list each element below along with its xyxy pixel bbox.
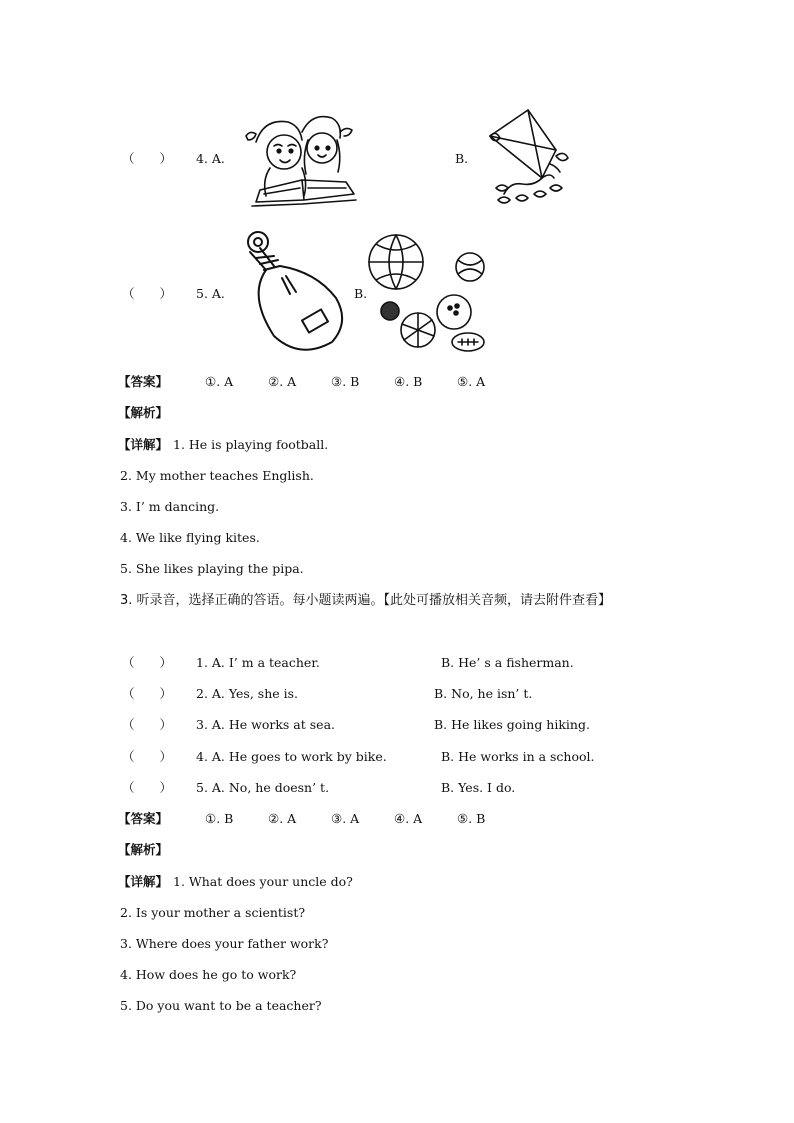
answer-paren-q4: （ ） — [122, 151, 173, 166]
option-b-label-q4: B. — [455, 151, 469, 166]
answer-paren: （ ） — [122, 686, 173, 701]
option-b: B. Yes. I do. — [441, 780, 516, 795]
transcript-line: 4. How does he go to work? — [120, 967, 297, 982]
answer-label: 【答案】 — [118, 811, 169, 826]
analysis-label: 【解析】 — [118, 405, 169, 420]
option-b-label-q5: B. — [354, 286, 368, 301]
option-a: 3. A. He works at sea. — [196, 717, 335, 732]
answer-item: ⑤. A — [457, 374, 486, 389]
transcript-line: 3. I’ m dancing. — [120, 499, 220, 514]
answer-item: ③. A — [331, 811, 360, 826]
answer-item: ③. B — [331, 374, 360, 389]
transcript-line: 2. Is your mother a scientist? — [120, 905, 306, 920]
answer-item: ④. A — [394, 811, 423, 826]
balls-image — [368, 234, 490, 356]
transcript-line: 1. He is playing football. — [173, 437, 329, 452]
option-a-label-q5: 5. A. — [196, 286, 225, 301]
answer-paren-q5: （ ） — [122, 286, 173, 301]
option-b: B. He likes going hiking. — [434, 717, 590, 732]
section-title: 3. 听录音，选择正确的答语。每小题读两遍。【此处可播放相关音频，请去附件查看】 — [120, 593, 612, 608]
transcript-line: 1. What does your uncle do? — [173, 874, 353, 889]
answer-item: ①. A — [205, 374, 234, 389]
option-a: 2. A. Yes, she is. — [196, 686, 299, 701]
detail-label: 【详解】 — [118, 874, 169, 889]
pipa-image — [240, 226, 346, 354]
answer-item: ⑤. B — [457, 811, 486, 826]
transcript-line: 3. Where does your father work? — [120, 936, 329, 951]
answer-label: 【答案】 — [118, 374, 169, 389]
transcript-line: 4. We like flying kites. — [120, 530, 260, 545]
transcript-line: 2. My mother teaches English. — [120, 468, 314, 483]
kite-image — [482, 106, 574, 214]
option-a-label-q4: 4. A. — [196, 151, 225, 166]
option-b: B. He works in a school. — [441, 749, 595, 764]
answer-item: ②. A — [268, 811, 297, 826]
option-b: B. He’ s a fisherman. — [441, 655, 574, 670]
answer-paren: （ ） — [122, 749, 173, 764]
answer-item: ①. B — [205, 811, 234, 826]
detail-label: 【详解】 — [118, 437, 169, 452]
answer-item: ②. A — [268, 374, 297, 389]
answer-paren: （ ） — [122, 655, 173, 670]
option-a: 1. A. I’ m a teacher. — [196, 655, 320, 670]
transcript-line: 5. Do you want to be a teacher? — [120, 998, 322, 1013]
option-b: B. No, he isn’ t. — [434, 686, 533, 701]
transcript-line: 5. She likes playing the pipa. — [120, 561, 304, 576]
answer-item: ④. B — [394, 374, 423, 389]
option-a: 5. A. No, he doesn’ t. — [196, 780, 330, 795]
answer-paren: （ ） — [122, 717, 173, 732]
option-a: 4. A. He goes to work by bike. — [196, 749, 387, 764]
answer-paren: （ ） — [122, 780, 173, 795]
kids-reading-book-image — [242, 110, 360, 212]
analysis-label: 【解析】 — [118, 842, 169, 857]
